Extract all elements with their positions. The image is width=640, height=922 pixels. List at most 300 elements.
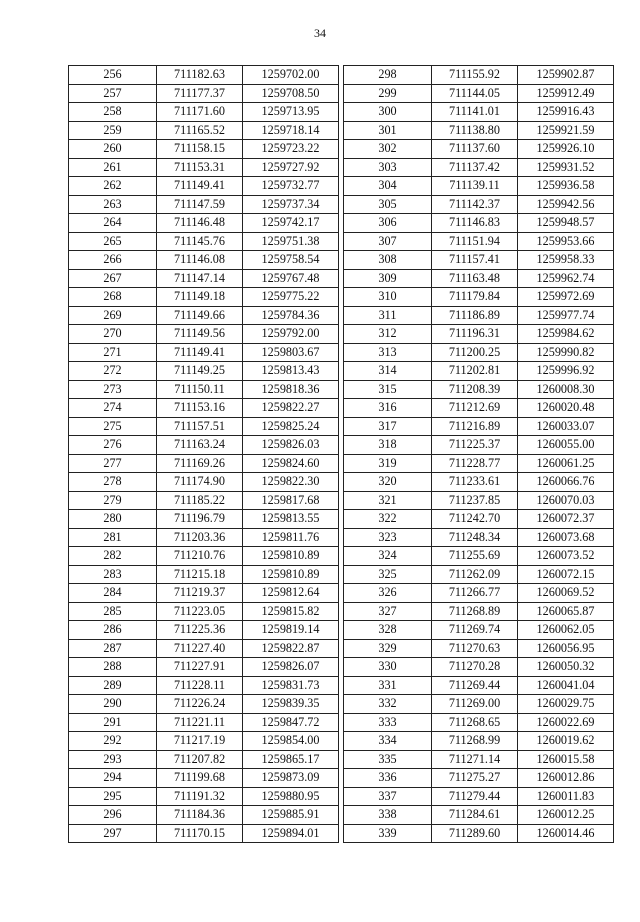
point-number-cell: 267 <box>69 269 157 288</box>
table-row <box>344 269 614 288</box>
x-coordinate-cell: 711228.77 <box>432 454 518 473</box>
y-coordinate-cell: 1259742.17 <box>243 214 339 233</box>
y-coordinate-cell: 1260033.07 <box>518 417 614 436</box>
y-coordinate-cell: 1260072.37 <box>518 510 614 529</box>
table-row <box>69 288 339 307</box>
y-coordinate-cell: 1259723.22 <box>243 140 339 159</box>
x-coordinate-cell: 711182.63 <box>157 66 243 85</box>
point-number-cell: 312 <box>344 325 432 344</box>
y-coordinate-cell: 1259865.17 <box>243 750 339 769</box>
table-row <box>344 103 614 122</box>
x-coordinate-cell: 711207.82 <box>157 750 243 769</box>
point-number-cell: 259 <box>69 121 157 140</box>
y-coordinate-cell: 1259813.43 <box>243 362 339 381</box>
point-number-cell: 335 <box>344 750 432 769</box>
y-coordinate-cell: 1259810.89 <box>243 547 339 566</box>
y-coordinate-cell: 1259718.14 <box>243 121 339 140</box>
y-coordinate-cell: 1259854.00 <box>243 732 339 751</box>
x-coordinate-cell: 711157.41 <box>432 251 518 270</box>
table-row <box>69 399 339 418</box>
x-coordinate-cell: 711225.37 <box>432 436 518 455</box>
x-coordinate-cell: 711142.37 <box>432 195 518 214</box>
point-number-cell: 337 <box>344 787 432 806</box>
point-number-cell: 333 <box>344 713 432 732</box>
point-number-cell: 269 <box>69 306 157 325</box>
point-number-cell: 265 <box>69 232 157 251</box>
point-number-cell: 314 <box>344 362 432 381</box>
y-coordinate-cell: 1259936.58 <box>518 177 614 196</box>
point-number-cell: 271 <box>69 343 157 362</box>
point-number-cell: 264 <box>69 214 157 233</box>
table-row <box>69 454 339 473</box>
point-number-cell: 295 <box>69 787 157 806</box>
y-coordinate-cell: 1260041.04 <box>518 676 614 695</box>
y-coordinate-cell: 1259702.00 <box>243 66 339 85</box>
y-coordinate-cell: 1259926.10 <box>518 140 614 159</box>
point-number-cell: 277 <box>69 454 157 473</box>
x-coordinate-cell: 711174.90 <box>157 473 243 492</box>
y-coordinate-cell: 1259921.59 <box>518 121 614 140</box>
table-row <box>69 343 339 362</box>
y-coordinate-cell: 1259708.50 <box>243 84 339 103</box>
point-number-cell: 275 <box>69 417 157 436</box>
x-coordinate-cell: 711217.19 <box>157 732 243 751</box>
point-number-cell: 315 <box>344 380 432 399</box>
table-row <box>344 732 614 751</box>
x-coordinate-cell: 711141.01 <box>432 103 518 122</box>
table-row <box>69 362 339 381</box>
table-row <box>344 695 614 714</box>
x-coordinate-cell: 711268.89 <box>432 602 518 621</box>
y-coordinate-cell: 1259819.14 <box>243 621 339 640</box>
table-row <box>69 676 339 695</box>
table-row <box>69 491 339 510</box>
point-number-cell: 276 <box>69 436 157 455</box>
x-coordinate-cell: 711191.32 <box>157 787 243 806</box>
point-number-cell: 257 <box>69 84 157 103</box>
y-coordinate-cell: 1259812.64 <box>243 584 339 603</box>
point-number-cell: 324 <box>344 547 432 566</box>
table-row <box>69 824 339 843</box>
y-coordinate-cell: 1259839.35 <box>243 695 339 714</box>
x-coordinate-cell: 711270.28 <box>432 658 518 677</box>
y-coordinate-cell: 1259826.07 <box>243 658 339 677</box>
y-coordinate-cell: 1259962.74 <box>518 269 614 288</box>
point-number-cell: 272 <box>69 362 157 381</box>
x-coordinate-cell: 711185.22 <box>157 491 243 510</box>
y-coordinate-cell: 1260020.48 <box>518 399 614 418</box>
x-coordinate-cell: 711210.76 <box>157 547 243 566</box>
table-row <box>344 621 614 640</box>
table-row <box>69 66 339 85</box>
point-number-cell: 288 <box>69 658 157 677</box>
point-number-cell: 326 <box>344 584 432 603</box>
x-coordinate-cell: 711268.99 <box>432 732 518 751</box>
x-coordinate-cell: 711255.69 <box>432 547 518 566</box>
table-row <box>69 84 339 103</box>
x-coordinate-cell: 711262.09 <box>432 565 518 584</box>
y-coordinate-cell: 1259825.24 <box>243 417 339 436</box>
y-coordinate-cell: 1260070.03 <box>518 491 614 510</box>
y-coordinate-cell: 1259972.69 <box>518 288 614 307</box>
x-coordinate-cell: 711221.11 <box>157 713 243 732</box>
point-number-cell: 282 <box>69 547 157 566</box>
table-row <box>69 547 339 566</box>
y-coordinate-cell: 1260072.15 <box>518 565 614 584</box>
point-number-cell: 292 <box>69 732 157 751</box>
point-number-cell: 318 <box>344 436 432 455</box>
x-coordinate-cell: 711163.24 <box>157 436 243 455</box>
y-coordinate-cell: 1260015.58 <box>518 750 614 769</box>
y-coordinate-cell: 1259990.82 <box>518 343 614 362</box>
x-coordinate-cell: 711145.76 <box>157 232 243 251</box>
y-coordinate-cell: 1260062.05 <box>518 621 614 640</box>
x-coordinate-cell: 711165.52 <box>157 121 243 140</box>
table-row <box>69 769 339 788</box>
point-number-cell: 325 <box>344 565 432 584</box>
x-coordinate-cell: 711153.31 <box>157 158 243 177</box>
y-coordinate-cell: 1260056.95 <box>518 639 614 658</box>
table-row <box>344 288 614 307</box>
y-coordinate-cell: 1259792.00 <box>243 325 339 344</box>
point-number-cell: 328 <box>344 621 432 640</box>
point-number-cell: 309 <box>344 269 432 288</box>
y-coordinate-cell: 1259822.87 <box>243 639 339 658</box>
point-number-cell: 327 <box>344 602 432 621</box>
x-coordinate-cell: 711146.08 <box>157 251 243 270</box>
x-coordinate-cell: 711149.41 <box>157 343 243 362</box>
point-number-cell: 319 <box>344 454 432 473</box>
table-row <box>344 584 614 603</box>
point-number-cell: 274 <box>69 399 157 418</box>
x-coordinate-cell: 711149.25 <box>157 362 243 381</box>
point-number-cell: 310 <box>344 288 432 307</box>
x-coordinate-cell: 711202.81 <box>432 362 518 381</box>
table-row <box>344 658 614 677</box>
x-coordinate-cell: 711169.26 <box>157 454 243 473</box>
table-row <box>344 454 614 473</box>
x-coordinate-cell: 711271.14 <box>432 750 518 769</box>
x-coordinate-cell: 711208.39 <box>432 380 518 399</box>
x-coordinate-cell: 711289.60 <box>432 824 518 843</box>
table-row <box>69 806 339 825</box>
y-coordinate-cell: 1259958.33 <box>518 251 614 270</box>
x-coordinate-cell: 711146.48 <box>157 214 243 233</box>
x-coordinate-cell: 711269.00 <box>432 695 518 714</box>
table-row <box>344 195 614 214</box>
point-number-cell: 322 <box>344 510 432 529</box>
table-row <box>344 121 614 140</box>
x-coordinate-cell: 711226.24 <box>157 695 243 714</box>
x-coordinate-cell: 711203.36 <box>157 528 243 547</box>
table-row <box>344 214 614 233</box>
x-coordinate-cell: 711215.18 <box>157 565 243 584</box>
x-coordinate-cell: 711184.36 <box>157 806 243 825</box>
table-row <box>69 306 339 325</box>
point-number-cell: 302 <box>344 140 432 159</box>
table-row <box>344 177 614 196</box>
y-coordinate-cell: 1259953.66 <box>518 232 614 251</box>
table-row <box>344 417 614 436</box>
y-coordinate-cell: 1259815.82 <box>243 602 339 621</box>
point-number-cell: 303 <box>344 158 432 177</box>
point-number-cell: 321 <box>344 491 432 510</box>
x-coordinate-cell: 711200.25 <box>432 343 518 362</box>
table-row <box>69 195 339 214</box>
point-number-cell: 286 <box>69 621 157 640</box>
x-coordinate-cell: 711269.44 <box>432 676 518 695</box>
point-number-cell: 339 <box>344 824 432 843</box>
x-coordinate-cell: 711212.69 <box>432 399 518 418</box>
point-number-cell: 283 <box>69 565 157 584</box>
x-coordinate-cell: 711149.66 <box>157 306 243 325</box>
point-number-cell: 278 <box>69 473 157 492</box>
point-number-cell: 308 <box>344 251 432 270</box>
y-coordinate-cell: 1259810.89 <box>243 565 339 584</box>
table-row <box>344 602 614 621</box>
table-row <box>69 713 339 732</box>
y-coordinate-cell: 1259811.76 <box>243 528 339 547</box>
table-row <box>69 380 339 399</box>
table-row <box>69 528 339 547</box>
table-row <box>69 103 339 122</box>
table-row <box>69 140 339 159</box>
y-coordinate-cell: 1259948.57 <box>518 214 614 233</box>
x-coordinate-cell: 711144.05 <box>432 84 518 103</box>
y-coordinate-cell: 1259822.30 <box>243 473 339 492</box>
y-coordinate-cell: 1260029.75 <box>518 695 614 714</box>
table-row <box>344 251 614 270</box>
point-number-cell: 263 <box>69 195 157 214</box>
table-row <box>69 621 339 640</box>
y-coordinate-cell: 1260012.86 <box>518 769 614 788</box>
table-row <box>69 436 339 455</box>
y-coordinate-cell: 1259817.68 <box>243 491 339 510</box>
table-row <box>69 695 339 714</box>
point-number-cell: 280 <box>69 510 157 529</box>
table-row <box>344 491 614 510</box>
y-coordinate-cell: 1260055.00 <box>518 436 614 455</box>
point-number-cell: 297 <box>69 824 157 843</box>
point-number-cell: 293 <box>69 750 157 769</box>
y-coordinate-cell: 1259818.36 <box>243 380 339 399</box>
x-coordinate-cell: 711149.56 <box>157 325 243 344</box>
point-number-cell: 306 <box>344 214 432 233</box>
point-number-cell: 266 <box>69 251 157 270</box>
point-number-cell: 299 <box>344 84 432 103</box>
y-coordinate-cell: 1259751.38 <box>243 232 339 251</box>
coordinate-table-left <box>68 65 339 843</box>
x-coordinate-cell: 711233.61 <box>432 473 518 492</box>
y-coordinate-cell: 1260014.46 <box>518 824 614 843</box>
x-coordinate-cell: 711150.11 <box>157 380 243 399</box>
table-row <box>69 417 339 436</box>
table-row <box>344 473 614 492</box>
table-row <box>344 343 614 362</box>
point-number-cell: 329 <box>344 639 432 658</box>
table-row <box>344 750 614 769</box>
x-coordinate-cell: 711137.42 <box>432 158 518 177</box>
table-row <box>344 639 614 658</box>
table-row <box>69 658 339 677</box>
table-row <box>344 232 614 251</box>
x-coordinate-cell: 711237.85 <box>432 491 518 510</box>
table-row <box>344 399 614 418</box>
point-number-cell: 307 <box>344 232 432 251</box>
x-coordinate-cell: 711227.40 <box>157 639 243 658</box>
x-coordinate-cell: 711269.74 <box>432 621 518 640</box>
point-number-cell: 300 <box>344 103 432 122</box>
table-row <box>344 676 614 695</box>
y-coordinate-cell: 1259996.92 <box>518 362 614 381</box>
y-coordinate-cell: 1260073.68 <box>518 528 614 547</box>
y-coordinate-cell: 1259767.48 <box>243 269 339 288</box>
point-number-cell: 258 <box>69 103 157 122</box>
y-coordinate-cell: 1259984.62 <box>518 325 614 344</box>
table-row <box>344 547 614 566</box>
x-coordinate-cell: 711171.60 <box>157 103 243 122</box>
table-row <box>69 473 339 492</box>
table-row <box>69 214 339 233</box>
point-number-cell: 284 <box>69 584 157 603</box>
x-coordinate-cell: 711242.70 <box>432 510 518 529</box>
table-row <box>344 824 614 843</box>
x-coordinate-cell: 711179.84 <box>432 288 518 307</box>
y-coordinate-cell: 1259931.52 <box>518 158 614 177</box>
point-number-cell: 323 <box>344 528 432 547</box>
table-row <box>69 565 339 584</box>
point-number-cell: 313 <box>344 343 432 362</box>
x-coordinate-cell: 711225.36 <box>157 621 243 640</box>
point-number-cell: 301 <box>344 121 432 140</box>
x-coordinate-cell: 711275.27 <box>432 769 518 788</box>
y-coordinate-cell: 1259916.43 <box>518 103 614 122</box>
point-number-cell: 256 <box>69 66 157 85</box>
table-row <box>69 584 339 603</box>
point-number-cell: 298 <box>344 66 432 85</box>
x-coordinate-cell: 711216.89 <box>432 417 518 436</box>
y-coordinate-cell: 1259977.74 <box>518 306 614 325</box>
table-row <box>344 325 614 344</box>
table-row <box>69 158 339 177</box>
x-coordinate-cell: 711248.34 <box>432 528 518 547</box>
x-coordinate-cell: 711157.51 <box>157 417 243 436</box>
point-number-cell: 305 <box>344 195 432 214</box>
x-coordinate-cell: 711158.15 <box>157 140 243 159</box>
x-coordinate-cell: 711139.11 <box>432 177 518 196</box>
y-coordinate-cell: 1259942.56 <box>518 195 614 214</box>
x-coordinate-cell: 711196.31 <box>432 325 518 344</box>
x-coordinate-cell: 711151.94 <box>432 232 518 251</box>
x-coordinate-cell: 711266.77 <box>432 584 518 603</box>
point-number-cell: 260 <box>69 140 157 159</box>
y-coordinate-cell: 1259758.54 <box>243 251 339 270</box>
table-row <box>69 510 339 529</box>
x-coordinate-cell: 711170.15 <box>157 824 243 843</box>
x-coordinate-cell: 711279.44 <box>432 787 518 806</box>
table-row <box>344 306 614 325</box>
point-number-cell: 279 <box>69 491 157 510</box>
x-coordinate-cell: 711186.89 <box>432 306 518 325</box>
y-coordinate-cell: 1260008.30 <box>518 380 614 399</box>
point-number-cell: 270 <box>69 325 157 344</box>
x-coordinate-cell: 711147.14 <box>157 269 243 288</box>
point-number-cell: 287 <box>69 639 157 658</box>
y-coordinate-cell: 1259737.34 <box>243 195 339 214</box>
point-number-cell: 316 <box>344 399 432 418</box>
x-coordinate-cell: 711270.63 <box>432 639 518 658</box>
y-coordinate-cell: 1260012.25 <box>518 806 614 825</box>
table-row <box>69 750 339 769</box>
y-coordinate-cell: 1260050.32 <box>518 658 614 677</box>
x-coordinate-cell: 711228.11 <box>157 676 243 695</box>
y-coordinate-cell: 1259713.95 <box>243 103 339 122</box>
point-number-cell: 334 <box>344 732 432 751</box>
table-row <box>344 565 614 584</box>
y-coordinate-cell: 1260011.83 <box>518 787 614 806</box>
point-number-cell: 268 <box>69 288 157 307</box>
table-row <box>69 639 339 658</box>
table-row <box>344 769 614 788</box>
y-coordinate-cell: 1259813.55 <box>243 510 339 529</box>
point-number-cell: 311 <box>344 306 432 325</box>
point-number-cell: 331 <box>344 676 432 695</box>
y-coordinate-cell: 1259912.49 <box>518 84 614 103</box>
y-coordinate-cell: 1260073.52 <box>518 547 614 566</box>
y-coordinate-cell: 1259880.95 <box>243 787 339 806</box>
page-number: 34 <box>314 26 326 40</box>
y-coordinate-cell: 1259732.77 <box>243 177 339 196</box>
table-row <box>69 732 339 751</box>
y-coordinate-cell: 1259727.92 <box>243 158 339 177</box>
coordinate-table-right <box>343 65 614 843</box>
x-coordinate-cell: 711149.18 <box>157 288 243 307</box>
x-coordinate-cell: 711227.91 <box>157 658 243 677</box>
point-number-cell: 285 <box>69 602 157 621</box>
y-coordinate-cell: 1259822.27 <box>243 399 339 418</box>
table-row <box>344 362 614 381</box>
y-coordinate-cell: 1259784.36 <box>243 306 339 325</box>
x-coordinate-cell: 711196.79 <box>157 510 243 529</box>
y-coordinate-cell: 1259894.01 <box>243 824 339 843</box>
x-coordinate-cell: 711199.68 <box>157 769 243 788</box>
x-coordinate-cell: 711177.37 <box>157 84 243 103</box>
table-row <box>344 528 614 547</box>
point-number-cell: 294 <box>69 769 157 788</box>
y-coordinate-cell: 1259803.67 <box>243 343 339 362</box>
point-number-cell: 290 <box>69 695 157 714</box>
x-coordinate-cell: 711223.05 <box>157 602 243 621</box>
point-number-cell: 304 <box>344 177 432 196</box>
point-number-cell: 332 <box>344 695 432 714</box>
x-coordinate-cell: 711163.48 <box>432 269 518 288</box>
point-number-cell: 317 <box>344 417 432 436</box>
table-row <box>344 140 614 159</box>
y-coordinate-cell: 1259847.72 <box>243 713 339 732</box>
x-coordinate-cell: 711138.80 <box>432 121 518 140</box>
table-row <box>69 269 339 288</box>
point-number-cell: 320 <box>344 473 432 492</box>
table-row <box>344 66 614 85</box>
table-row <box>344 380 614 399</box>
x-coordinate-cell: 711149.41 <box>157 177 243 196</box>
y-coordinate-cell: 1260066.76 <box>518 473 614 492</box>
point-number-cell: 330 <box>344 658 432 677</box>
y-coordinate-cell: 1259902.87 <box>518 66 614 85</box>
point-number-cell: 289 <box>69 676 157 695</box>
table-row <box>344 84 614 103</box>
table-row <box>69 787 339 806</box>
